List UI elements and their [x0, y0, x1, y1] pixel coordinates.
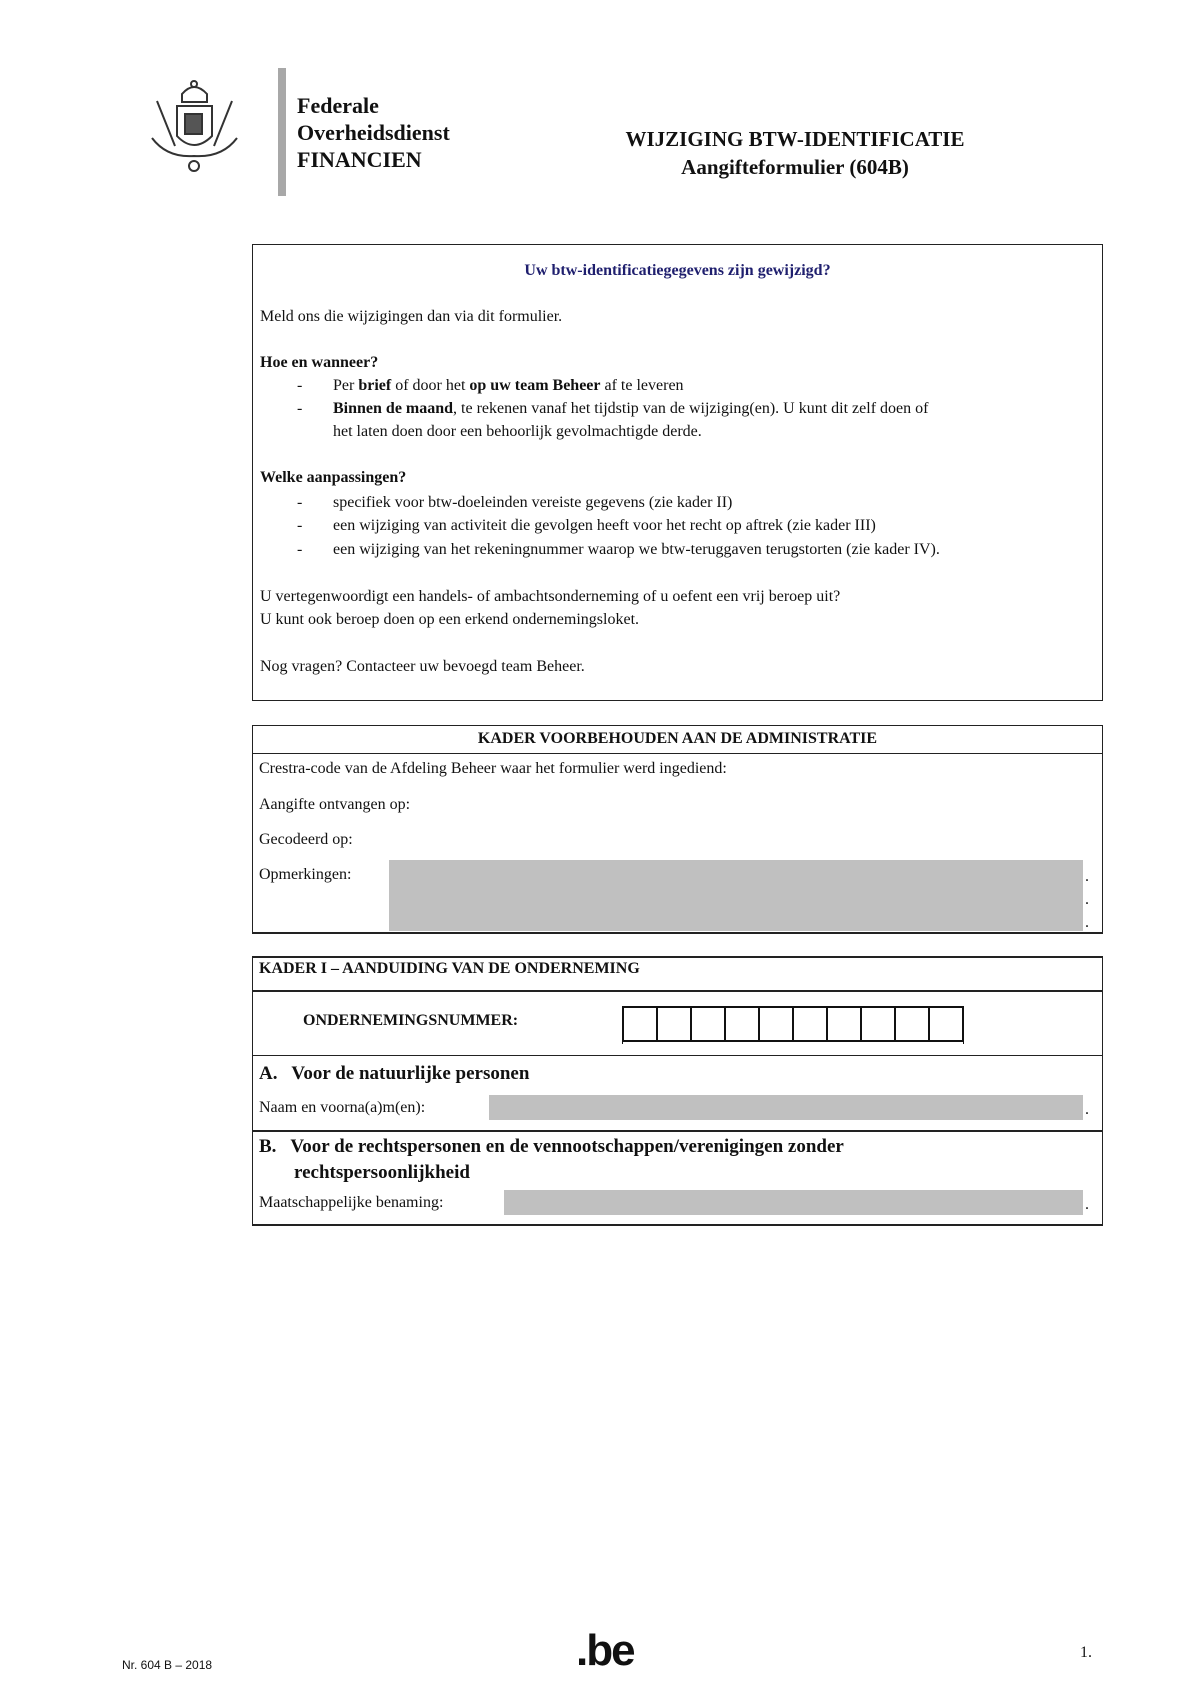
coat-of-arms-icon	[147, 76, 242, 176]
coded-label: Gecodeerd op:	[259, 831, 353, 848]
digit-box[interactable]	[657, 1006, 691, 1042]
digit-box[interactable]	[793, 1006, 827, 1042]
how-heading: Hoe en wanneer?	[260, 354, 379, 371]
company-number-label: ONDERNEMINGSNUMMER:	[303, 1012, 519, 1029]
intro-heading: Uw btw-identificatiegegevens zijn gewijzigd?	[524, 262, 831, 279]
how-item-2-cont: het laten doen door een behoorlijk gevolmachtigde derde.	[333, 423, 702, 440]
kader-1-box	[252, 956, 1103, 1226]
company-number-input[interactable]	[622, 1006, 964, 1044]
section-b-heading: B. Voor de rechtspersonen en de vennootschappen/verenigingen zonder	[259, 1136, 844, 1157]
remarks-field[interactable]	[389, 860, 1083, 931]
digit-box[interactable]	[623, 1006, 657, 1042]
document-subtitle: Aangifteformulier (604B)	[681, 155, 909, 179]
remarks-label: Opmerkingen:	[259, 866, 352, 883]
bullet-dash: -	[297, 377, 303, 394]
document-title: WIJZIGING BTW-IDENTIFICATIE	[625, 127, 965, 151]
which-item: specifiek voor btw-doeleinden vereiste gegevens (zie kader II)	[333, 494, 733, 511]
section-a-heading: A. Voor de natuurlijke personen	[259, 1063, 530, 1084]
company-name-label: Maatschappelijke benaming:	[259, 1194, 444, 1211]
digit-box[interactable]	[725, 1006, 759, 1042]
dot: .	[1085, 868, 1089, 885]
org-name-line-3: FINANCIEN	[297, 147, 422, 172]
dot: .	[1085, 914, 1089, 931]
org-name-line-2: Overheidsdienst	[297, 120, 450, 145]
be-logo: .be	[576, 1626, 634, 1675]
dot: .	[1085, 891, 1089, 908]
section-b-heading-cont: rechtspersoonlijkheid	[294, 1162, 470, 1183]
bullet-dash: -	[297, 494, 303, 511]
page-number: 1.	[1080, 1644, 1092, 1661]
digit-box[interactable]	[929, 1006, 963, 1042]
bullet-dash: -	[297, 400, 303, 417]
dot: .	[1085, 1101, 1089, 1118]
bullet-dash: -	[297, 541, 303, 558]
intro-lead: Meld ons die wijzigingen dan via dit formulier.	[260, 308, 563, 325]
crestra-label: Crestra-code van de Afdeling Beheer waar het formulier werd ingediend:	[259, 760, 727, 777]
digit-box[interactable]	[691, 1006, 725, 1042]
how-item-2: Binnen de maand, te rekenen vanaf het tijdstip van de wijziging(en). U kunt dit zelf doen of	[333, 400, 929, 417]
header-divider	[278, 68, 286, 196]
kader-1-heading: KADER I – AANDUIDING VAN DE ONDERNEMING	[259, 960, 640, 977]
form-number: Nr. 604 B – 2018	[122, 1658, 213, 1672]
name-label: Naam en voorna(a)m(en):	[259, 1099, 426, 1116]
which-item: een wijziging van het rekeningnummer waarop we btw-teruggaven terugstorten (zie kader IV).	[333, 541, 940, 558]
admin-heading: KADER VOORBEHOUDEN AAN DE ADMINISTRATIE	[477, 730, 878, 747]
digit-box[interactable]	[759, 1006, 793, 1042]
which-item: een wijziging van activiteit die gevolgen heeft voor het recht op aftrek (zie kader III)	[333, 517, 876, 534]
digit-box[interactable]	[861, 1006, 895, 1042]
digit-box[interactable]	[827, 1006, 861, 1042]
bullet-dash: -	[297, 517, 303, 534]
which-heading: Welke aanpassingen?	[260, 469, 407, 486]
name-field[interactable]	[489, 1095, 1083, 1120]
intro-para-1: U vertegenwoordigt een handels- of ambachtsonderneming of u oefent een vrij beroep uit?	[260, 588, 841, 605]
intro-closing: Nog vragen? Contacteer uw bevoegd team Beheer.	[260, 658, 585, 675]
intro-para-2: U kunt ook beroep doen op een erkend ondernemingsloket.	[260, 611, 640, 628]
org-name-line-1: Federale	[297, 93, 379, 118]
how-item-1: Per brief of door het op uw team Beheer af te leveren	[333, 377, 684, 394]
digit-box[interactable]	[895, 1006, 929, 1042]
company-name-field[interactable]	[504, 1190, 1083, 1215]
dot: .	[1085, 1196, 1089, 1213]
received-label: Aangifte ontvangen op:	[259, 796, 411, 813]
